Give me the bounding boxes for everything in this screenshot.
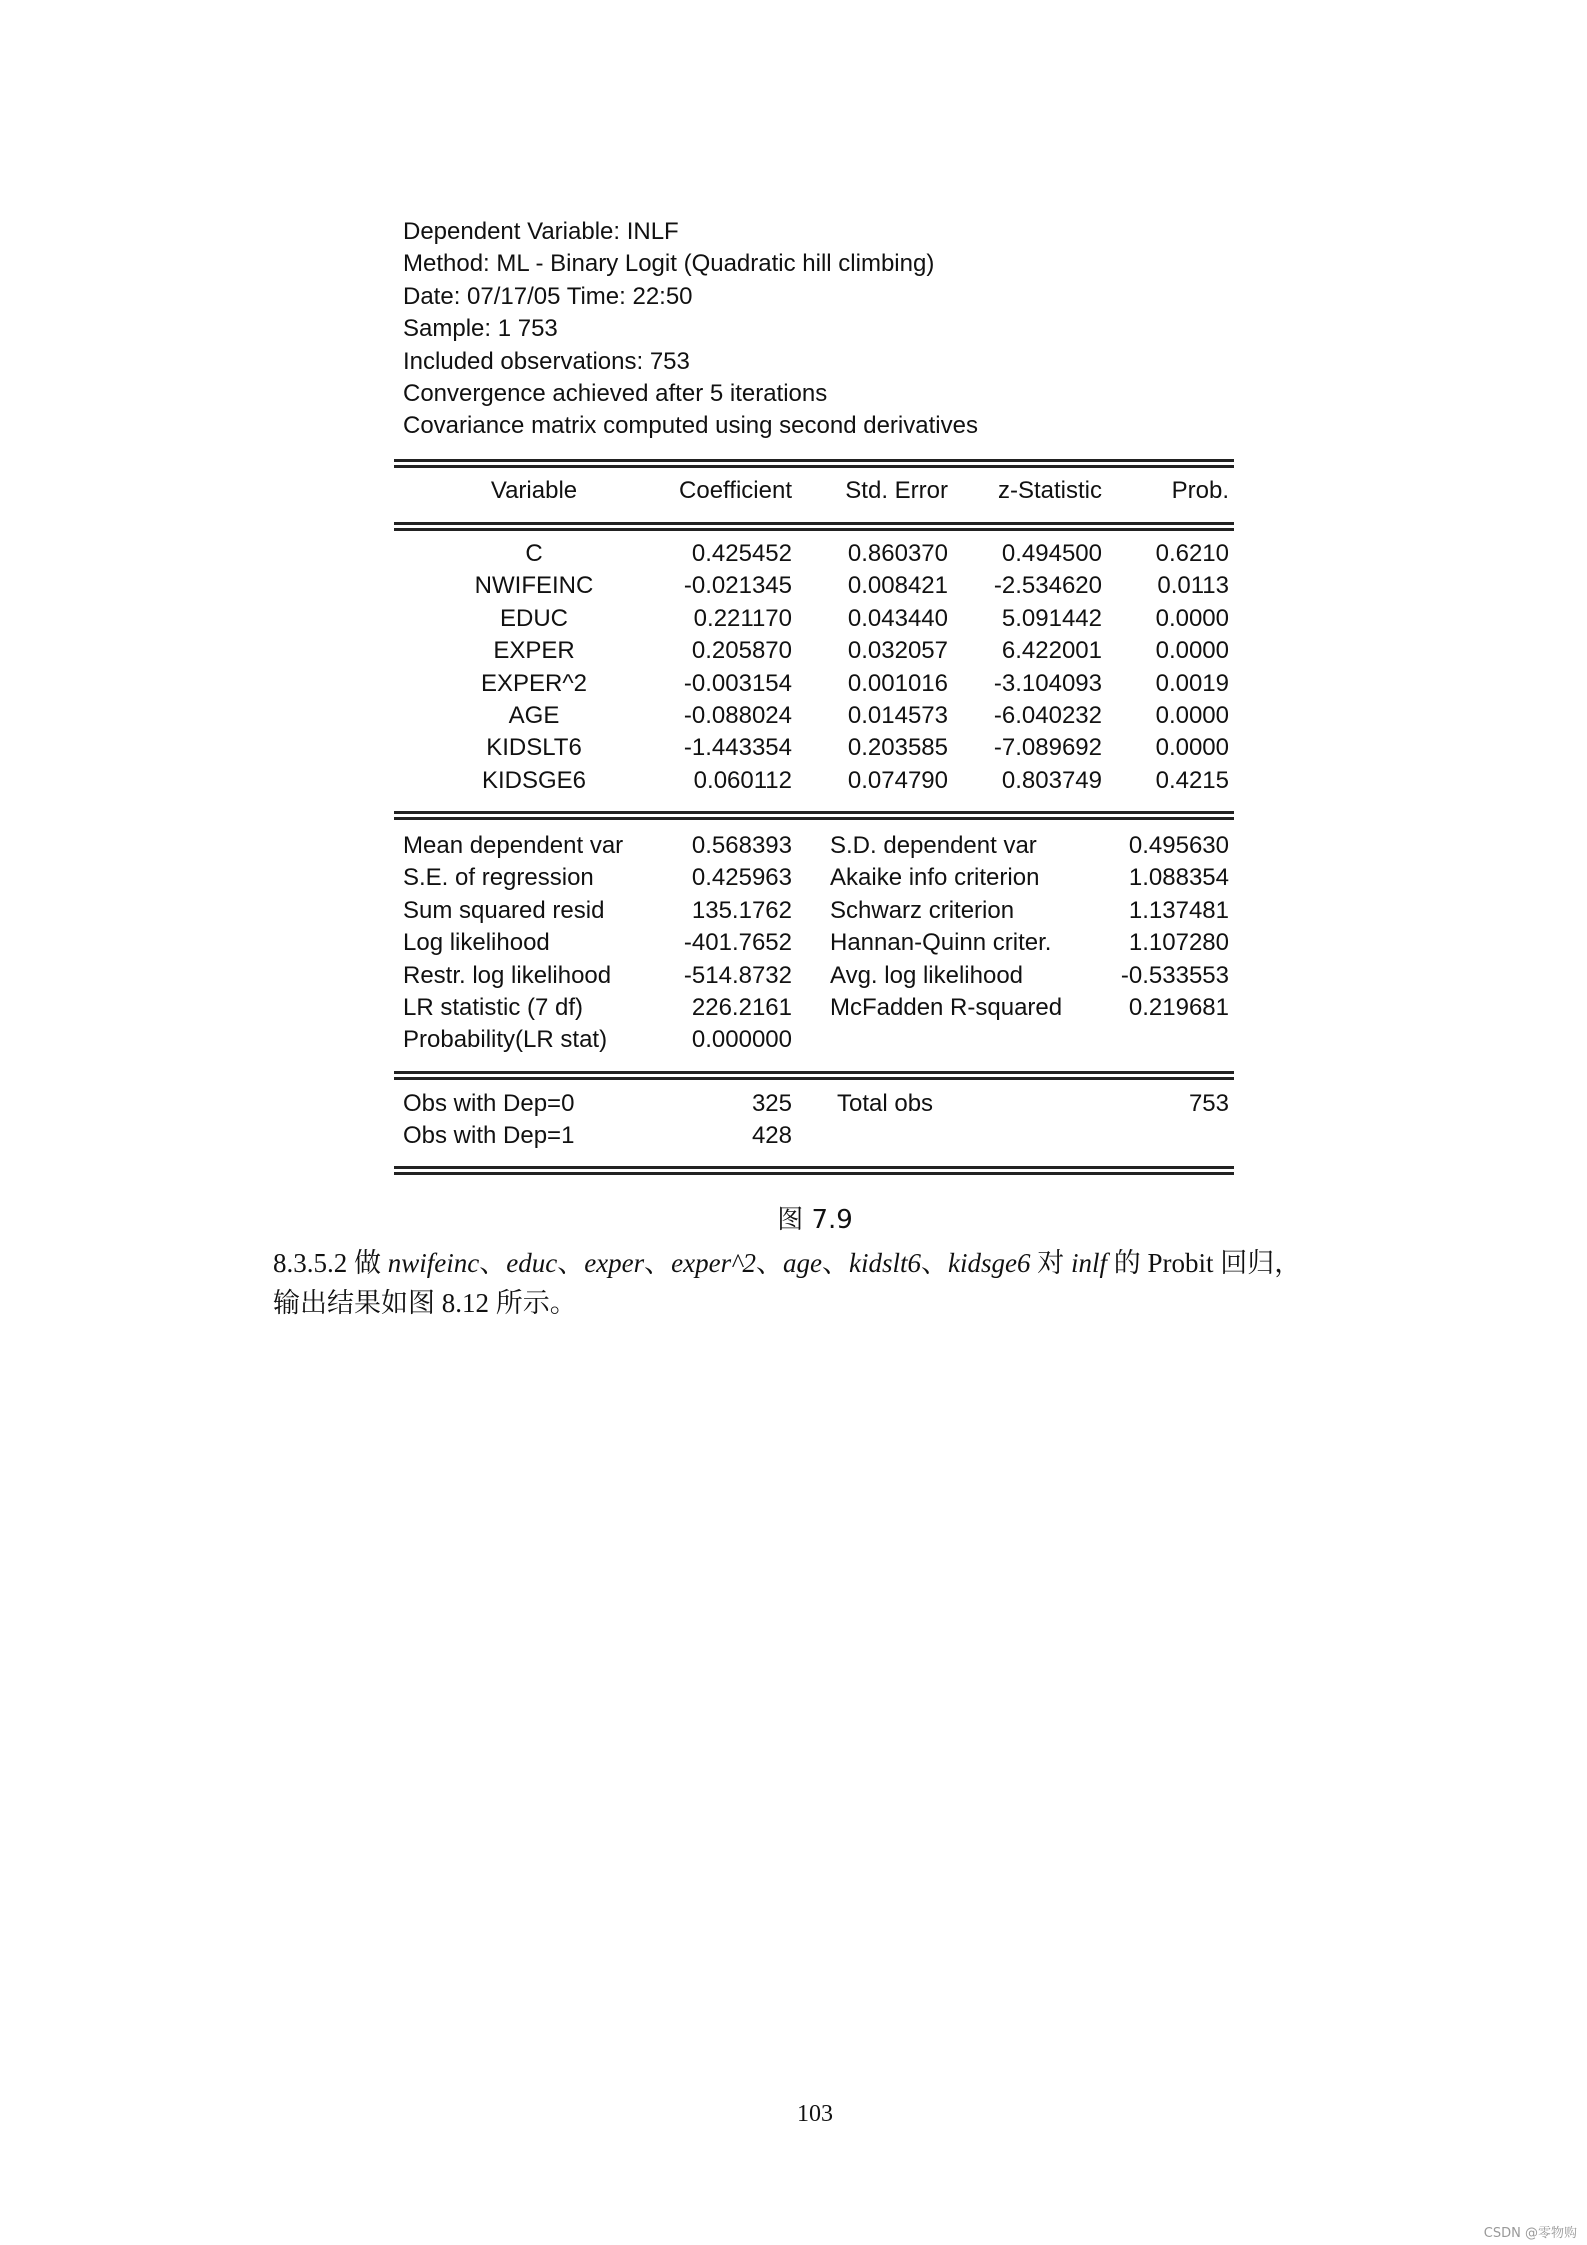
stat-label: Schwarz criterion: [830, 896, 1015, 924]
table-cell: 0.221170: [693, 604, 792, 632]
variable-term: kidsge6: [948, 1248, 1031, 1278]
paragraph-text: 对: [1030, 1248, 1071, 1278]
variable-name: EDUC: [499, 604, 569, 632]
column-header: Coefficient: [679, 477, 792, 504]
stat-value: 0.425963: [691, 864, 792, 892]
variable-name: C: [525, 540, 543, 567]
table-cell: 0.0000: [1155, 734, 1229, 762]
table-cell: 0.803749: [1001, 766, 1102, 794]
table-cell: 0.032057: [847, 637, 948, 665]
stat-value: 0.568393: [691, 832, 792, 859]
table-cell: 0.6210: [1155, 540, 1229, 567]
table-cell: -0.003154: [683, 669, 792, 697]
double-rule: [394, 811, 1234, 820]
header-line: Included observations: 753: [403, 347, 690, 375]
variable-name: AGE: [508, 702, 560, 729]
stat-label: Log likelihood: [403, 929, 550, 957]
table-cell: 0.060112: [693, 766, 792, 794]
variable-name: NWIFEINC: [474, 572, 594, 600]
header-line: Date: 07/17/05 Time: 22:50: [403, 282, 693, 310]
stat-value: 0.219681: [1128, 994, 1229, 1021]
stat-value: 226.2161: [691, 994, 792, 1021]
table-cell: -6.040232: [993, 702, 1102, 729]
paragraph-text: 、: [921, 1248, 949, 1278]
stat-value: -401.7652: [683, 929, 792, 957]
column-header: Variable: [490, 477, 578, 504]
watermark: CSDN @零物购: [1483, 2226, 1577, 2241]
stat-label: Probability(LR stat): [403, 1026, 608, 1054]
paragraph-text: 、: [756, 1248, 784, 1278]
stat-label: Hannan-Quinn criter.: [830, 929, 1052, 957]
variable-name: EXPER^2: [481, 669, 587, 697]
page-number: 103: [797, 2101, 833, 2127]
variable-name: KIDSGE6: [481, 766, 587, 794]
paragraph-line: [273, 1246, 1301, 1280]
table-cell: -0.021345: [683, 572, 792, 600]
table-cell: 0.043440: [847, 604, 948, 632]
table-cell: 0.008421: [847, 572, 948, 600]
obs-label: Obs with Dep=1: [403, 1122, 575, 1150]
stat-label: Mean dependent var: [403, 832, 624, 859]
table-cell: 0.0000: [1155, 604, 1229, 632]
obs-label: Total obs: [837, 1090, 934, 1117]
stat-label: McFadden R-squared: [830, 994, 1063, 1021]
table-cell: 0.074790: [847, 766, 948, 794]
stat-label: S.E. of regression: [403, 864, 594, 892]
paragraph-text: 8.3.5.2 做: [273, 1248, 388, 1278]
paragraph-text: 的 Probit 回归，: [1107, 1248, 1302, 1278]
table-cell: 0.203585: [847, 734, 948, 762]
header-line: Convergence achieved after 5 iterations: [403, 380, 828, 407]
variable-term: exper^2: [671, 1248, 757, 1278]
stat-value: -0.533553: [1120, 961, 1229, 989]
stat-value: 1.137481: [1128, 896, 1229, 924]
paragraph-text: 、: [479, 1248, 507, 1278]
table-cell: 5.091442: [1001, 604, 1102, 632]
variable-name: EXPER: [493, 637, 575, 665]
table-cell: 0.0113: [1157, 572, 1229, 600]
header-line: Sample: 1 753: [403, 315, 558, 343]
variable-term: nwifeinc: [387, 1248, 480, 1278]
variable-term: kidslt6: [849, 1248, 922, 1278]
stat-value: 1.107280: [1128, 929, 1229, 957]
table-cell: 0.0000: [1155, 702, 1229, 729]
table-cell: 0.860370: [847, 540, 948, 567]
stat-label: Restr. log likelihood: [403, 961, 612, 989]
table-cell: 0.425452: [691, 540, 792, 567]
stat-value: 1.088354: [1128, 864, 1229, 892]
obs-value: 325: [751, 1090, 792, 1117]
stat-value: 135.1762: [691, 896, 792, 924]
obs-label: Obs with Dep=0: [403, 1090, 575, 1117]
column-header: z-Statistic: [997, 477, 1102, 504]
stat-label: Sum squared resid: [403, 896, 605, 924]
stat-value: 0.495630: [1128, 832, 1229, 859]
paragraph-text: 、: [644, 1248, 672, 1278]
double-rule: [394, 1071, 1234, 1080]
table-cell: -0.088024: [683, 702, 792, 729]
paragraph-text: 、: [822, 1248, 850, 1278]
stat-value: 0.000000: [691, 1026, 792, 1054]
variable-term: educ: [506, 1248, 558, 1278]
double-rule: [394, 1166, 1234, 1175]
table-cell: 0.0019: [1155, 669, 1229, 697]
stat-label: Akaike info criterion: [830, 864, 1040, 892]
double-rule: [394, 522, 1234, 531]
column-header: Prob.: [1171, 477, 1229, 504]
variable-term: inlf: [1071, 1248, 1108, 1278]
stat-label: Avg. log likelihood: [830, 961, 1024, 989]
table-cell: 0.001016: [847, 669, 948, 697]
table-cell: 0.494500: [1001, 540, 1102, 567]
paragraph-text: 、: [557, 1248, 585, 1278]
table-cell: 0.014573: [847, 702, 948, 729]
stat-label: LR statistic (7 df): [403, 994, 584, 1021]
table-cell: -2.534620: [993, 572, 1102, 600]
table-cell: -3.104093: [993, 669, 1102, 697]
variable-term: exper: [584, 1248, 645, 1278]
obs-value: 428: [751, 1122, 792, 1150]
header-line: Dependent Variable: INLF: [403, 218, 679, 245]
double-rule: [394, 459, 1234, 468]
table-cell: 0.205870: [691, 637, 792, 665]
stat-label: S.D. dependent var: [830, 832, 1037, 859]
table-cell: 0.4215: [1155, 766, 1229, 794]
stat-value: -514.8732: [683, 961, 792, 989]
header-line: Method: ML - Binary Logit (Quadratic hill climbing): [403, 250, 935, 278]
variable-term: age: [783, 1248, 823, 1278]
obs-value: 753: [1188, 1090, 1229, 1117]
column-header: Std. Error: [845, 477, 948, 504]
table-cell: -1.443354: [683, 734, 792, 762]
variable-name: KIDSLT6: [486, 734, 582, 762]
table-cell: 6.422001: [1001, 637, 1102, 665]
paragraph-line: 输出结果如图 8.12 所示。: [273, 1288, 577, 1318]
table-cell: 0.0000: [1155, 637, 1229, 665]
header-line: Covariance matrix computed using second derivatives: [403, 412, 978, 440]
figure-caption: 图 7.9: [777, 1205, 853, 1235]
table-cell: -7.089692: [993, 734, 1102, 762]
